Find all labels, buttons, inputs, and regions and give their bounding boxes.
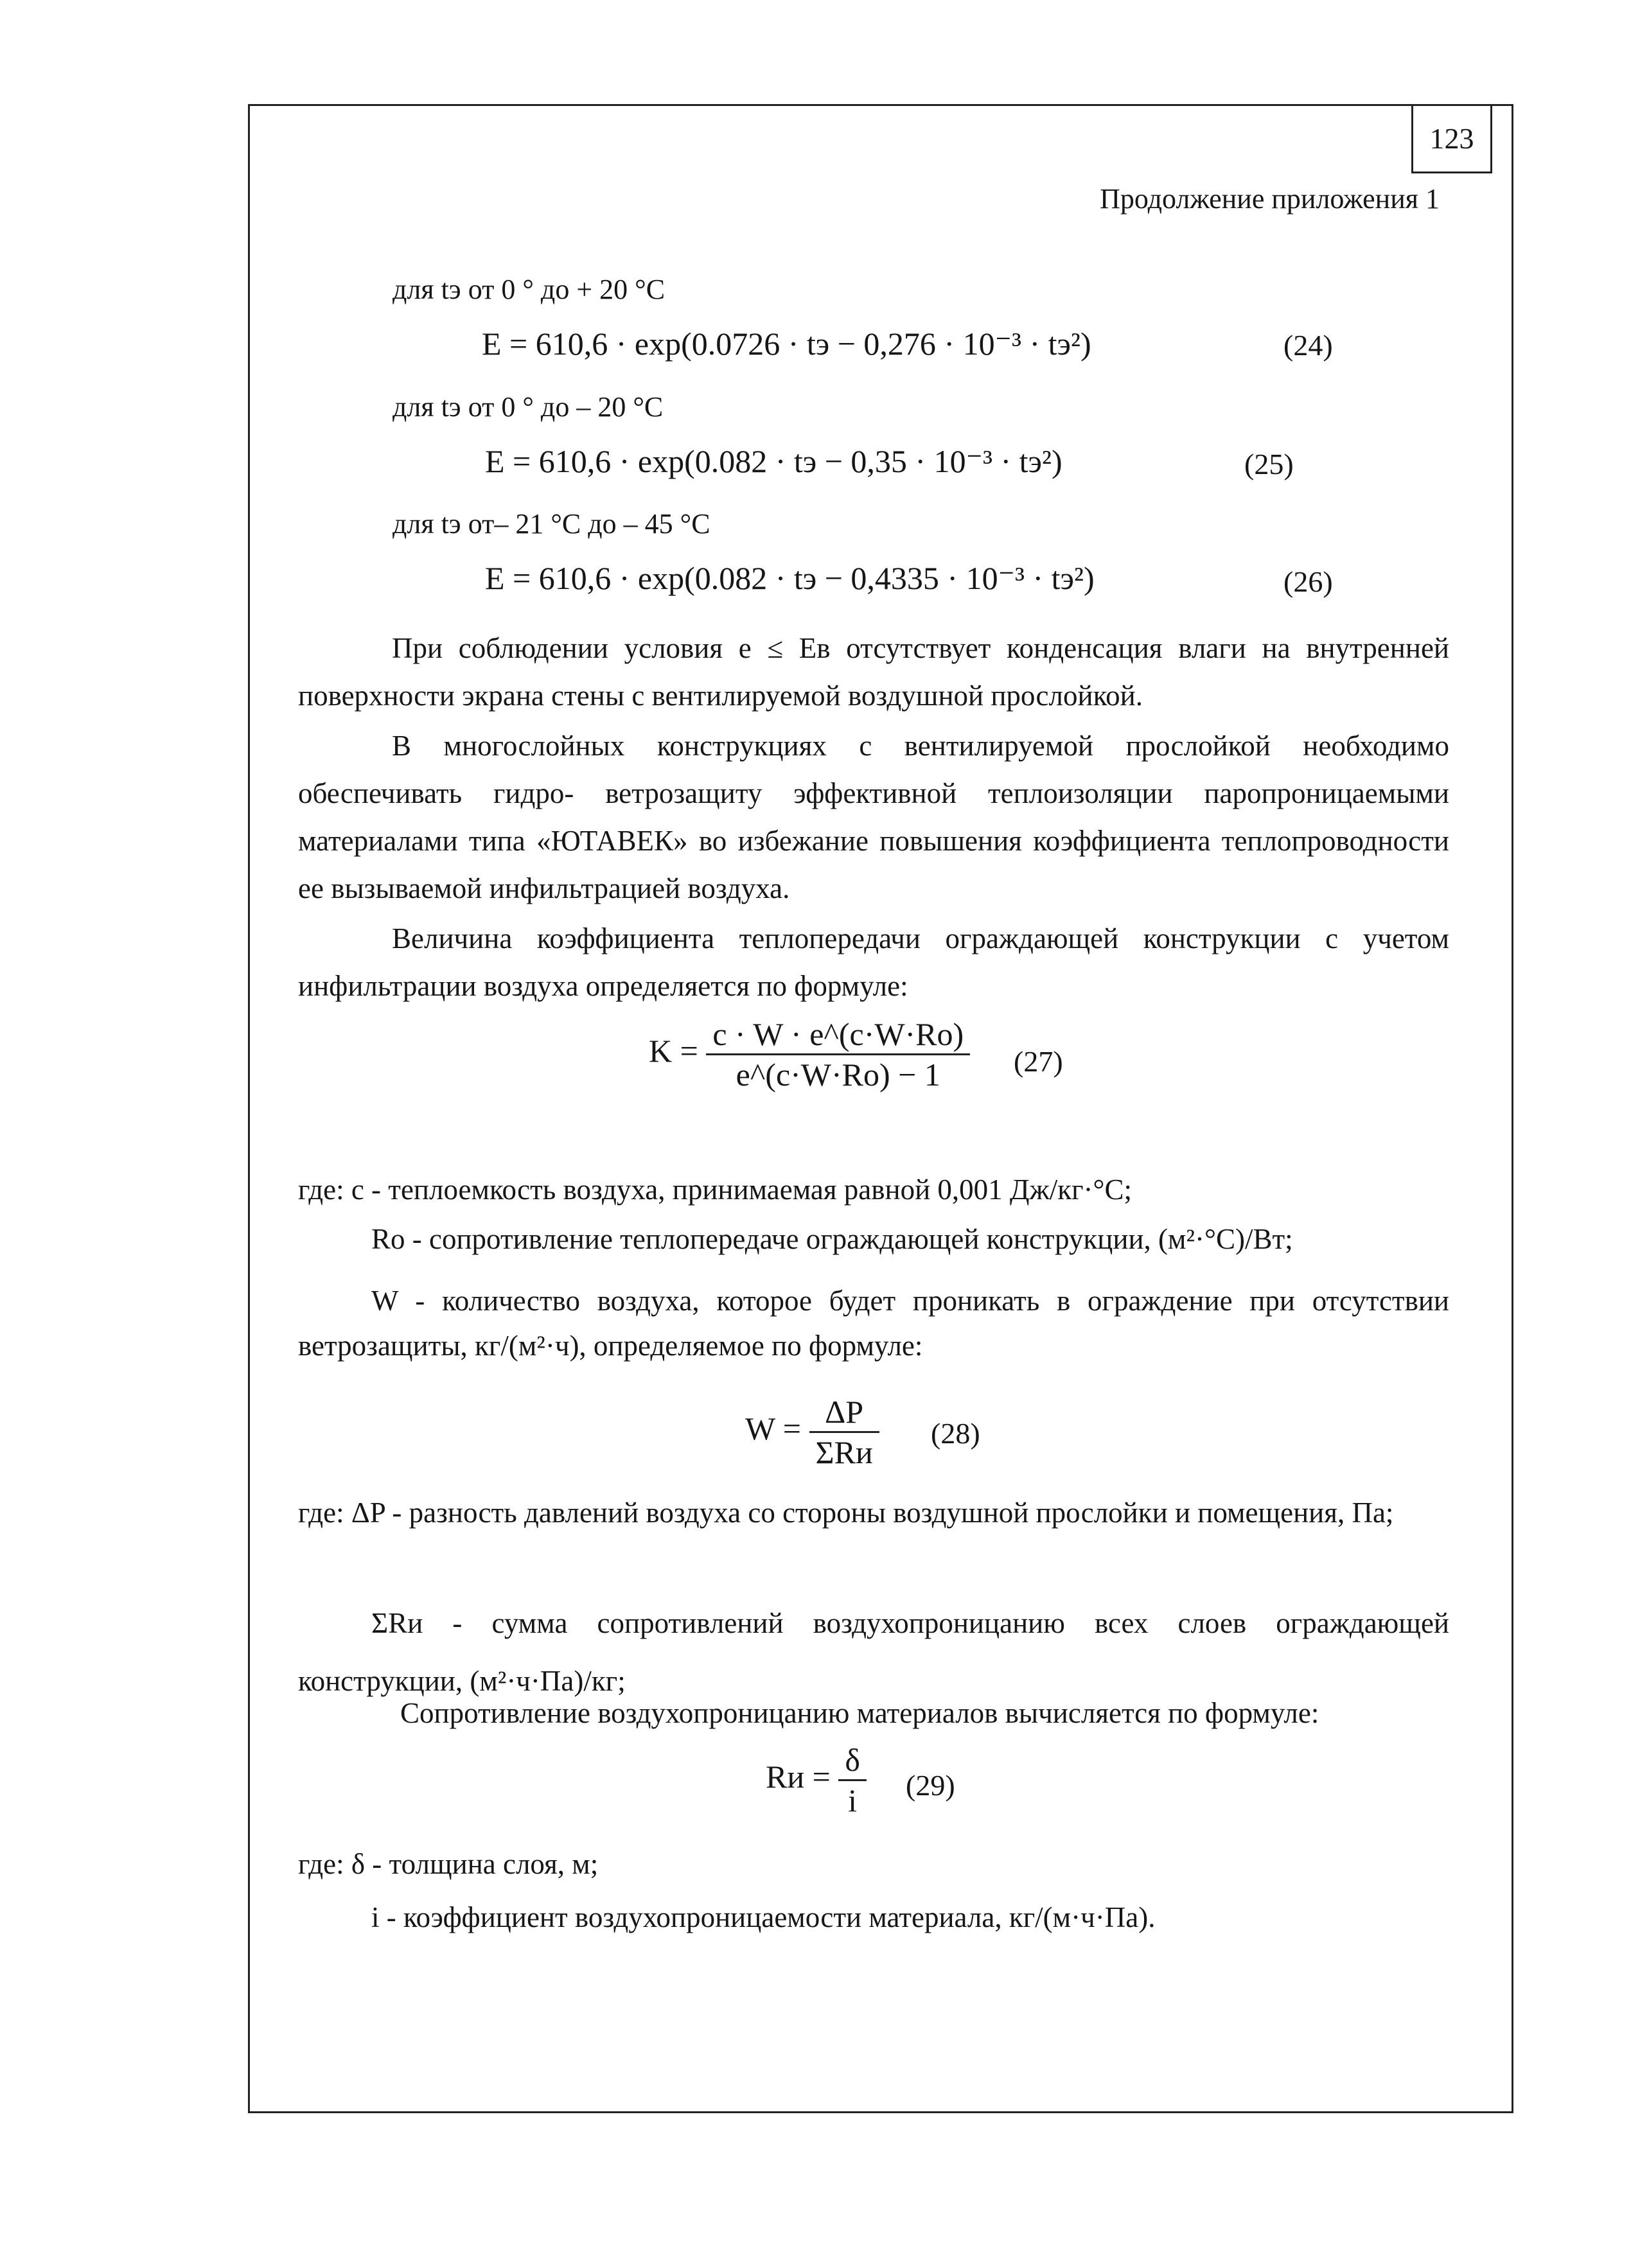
definition-Ro: Ro - сопротивление теплопередаче ограждающей конструкции, (м²·°С)/Вт;	[371, 1223, 1293, 1255]
equation-29-fraction	[838, 1741, 867, 1820]
equation-number-28: (28)	[931, 1417, 980, 1450]
equation-27-lhs: K =	[649, 1032, 698, 1069]
condition-24: для tэ от 0 ° до + 20 °С	[392, 274, 666, 305]
paragraph-condensation: При соблюдении условия e ≤ Eв отсутствует конденсация влаги на внутренней поверхности экрана стены с вентилируемой воздушной прослойкой.	[298, 632, 1449, 712]
equation-27	[649, 1015, 970, 1094]
paragraph-air-resistance: Сопротивление воздухопроницанию материалов вычисляется по формуле:	[400, 1697, 1319, 1729]
equation-number-29: (29)	[906, 1769, 955, 1802]
equation-number-27: (27)	[1014, 1045, 1063, 1078]
condition-25: для tэ от 0 ° до – 20 °С	[392, 391, 664, 423]
page-number: 123	[1411, 104, 1492, 173]
equation-28-denominator: ΣRи	[815, 1434, 873, 1470]
equation-28-numerator: ΔP	[825, 1394, 864, 1430]
definition-c: где: c - теплоемкость воздуха, принимаемая равной 0,001 Дж/кг·°С;	[298, 1174, 1133, 1206]
equation-26: E = 610,6 · exp(0.082 · tэ − 0,4335 · 10⁻³ · tэ²)	[485, 560, 1095, 596]
equation-number-26: (26)	[1283, 565, 1333, 598]
equation-27-numerator: c · W · e^(c·W·Ro)	[712, 1016, 964, 1052]
equation-24: E = 610,6 · exp(0.0726 · tэ − 0,276 · 10⁻³ · tэ²)	[482, 326, 1091, 362]
equation-27-fraction	[706, 1015, 970, 1094]
equation-27-denominator: e^(c·W·Ro) − 1	[736, 1057, 940, 1093]
paragraph-coefficient: Величина коэффициента теплопередачи ограждающей конструкции с учетом инфильтрации воздуха определяется по формуле:	[298, 922, 1449, 1002]
equation-25: E = 610,6 · exp(0.082 · tэ − 0,35 · 10⁻³ · tэ²)	[485, 443, 1062, 479]
definition-dP: где: ΔP - разность давлений воздуха со стороны воздушной прослойки и помещения, Па;	[298, 1497, 1394, 1529]
equation-28-fraction	[809, 1393, 879, 1472]
definition-W: W - количество воздуха, которое будет проникать в ограждение при отсутствии ветрозащиты, кг/(м²·ч), определяемое по формуле:	[298, 1285, 1449, 1362]
equation-28	[745, 1393, 879, 1472]
equation-number-24: (24)	[1283, 329, 1333, 362]
paragraph-layers: В многослойных конструкциях с вентилируемой прослойкой необходимо обеспечивать гидро- ветрозащиту эффективной теплоизоляции паропроницаемыми материалами типа «ЮТАВЕК» во избежание повышения коэффициента теплопроводности ее вызываемой инфильтрацией воздуха.	[298, 730, 1449, 904]
equation-29-numerator: δ	[845, 1742, 860, 1778]
equation-28-lhs: W =	[745, 1410, 801, 1446]
equation-29	[766, 1741, 867, 1820]
equation-number-25: (25)	[1244, 448, 1294, 480]
equation-29-denominator: i	[848, 1782, 858, 1818]
definition-i: i - коэффициент воздухопроницаемости материала, кг/(м·ч·Па).	[371, 1901, 1156, 1933]
condition-26: для tэ от– 21 °С до – 45 °С	[392, 508, 710, 540]
definition-delta: где: δ - толщина слоя, м;	[298, 1848, 599, 1880]
definition-SR: ΣRи - сумма сопротивлений воздухопроницанию всех слоев ограждающей конструкции, (м²·ч·Па)/кг;	[298, 1607, 1449, 1697]
continuation-label: Продолжение приложения 1	[1100, 183, 1440, 215]
equation-29-lhs: Rи =	[766, 1758, 831, 1795]
